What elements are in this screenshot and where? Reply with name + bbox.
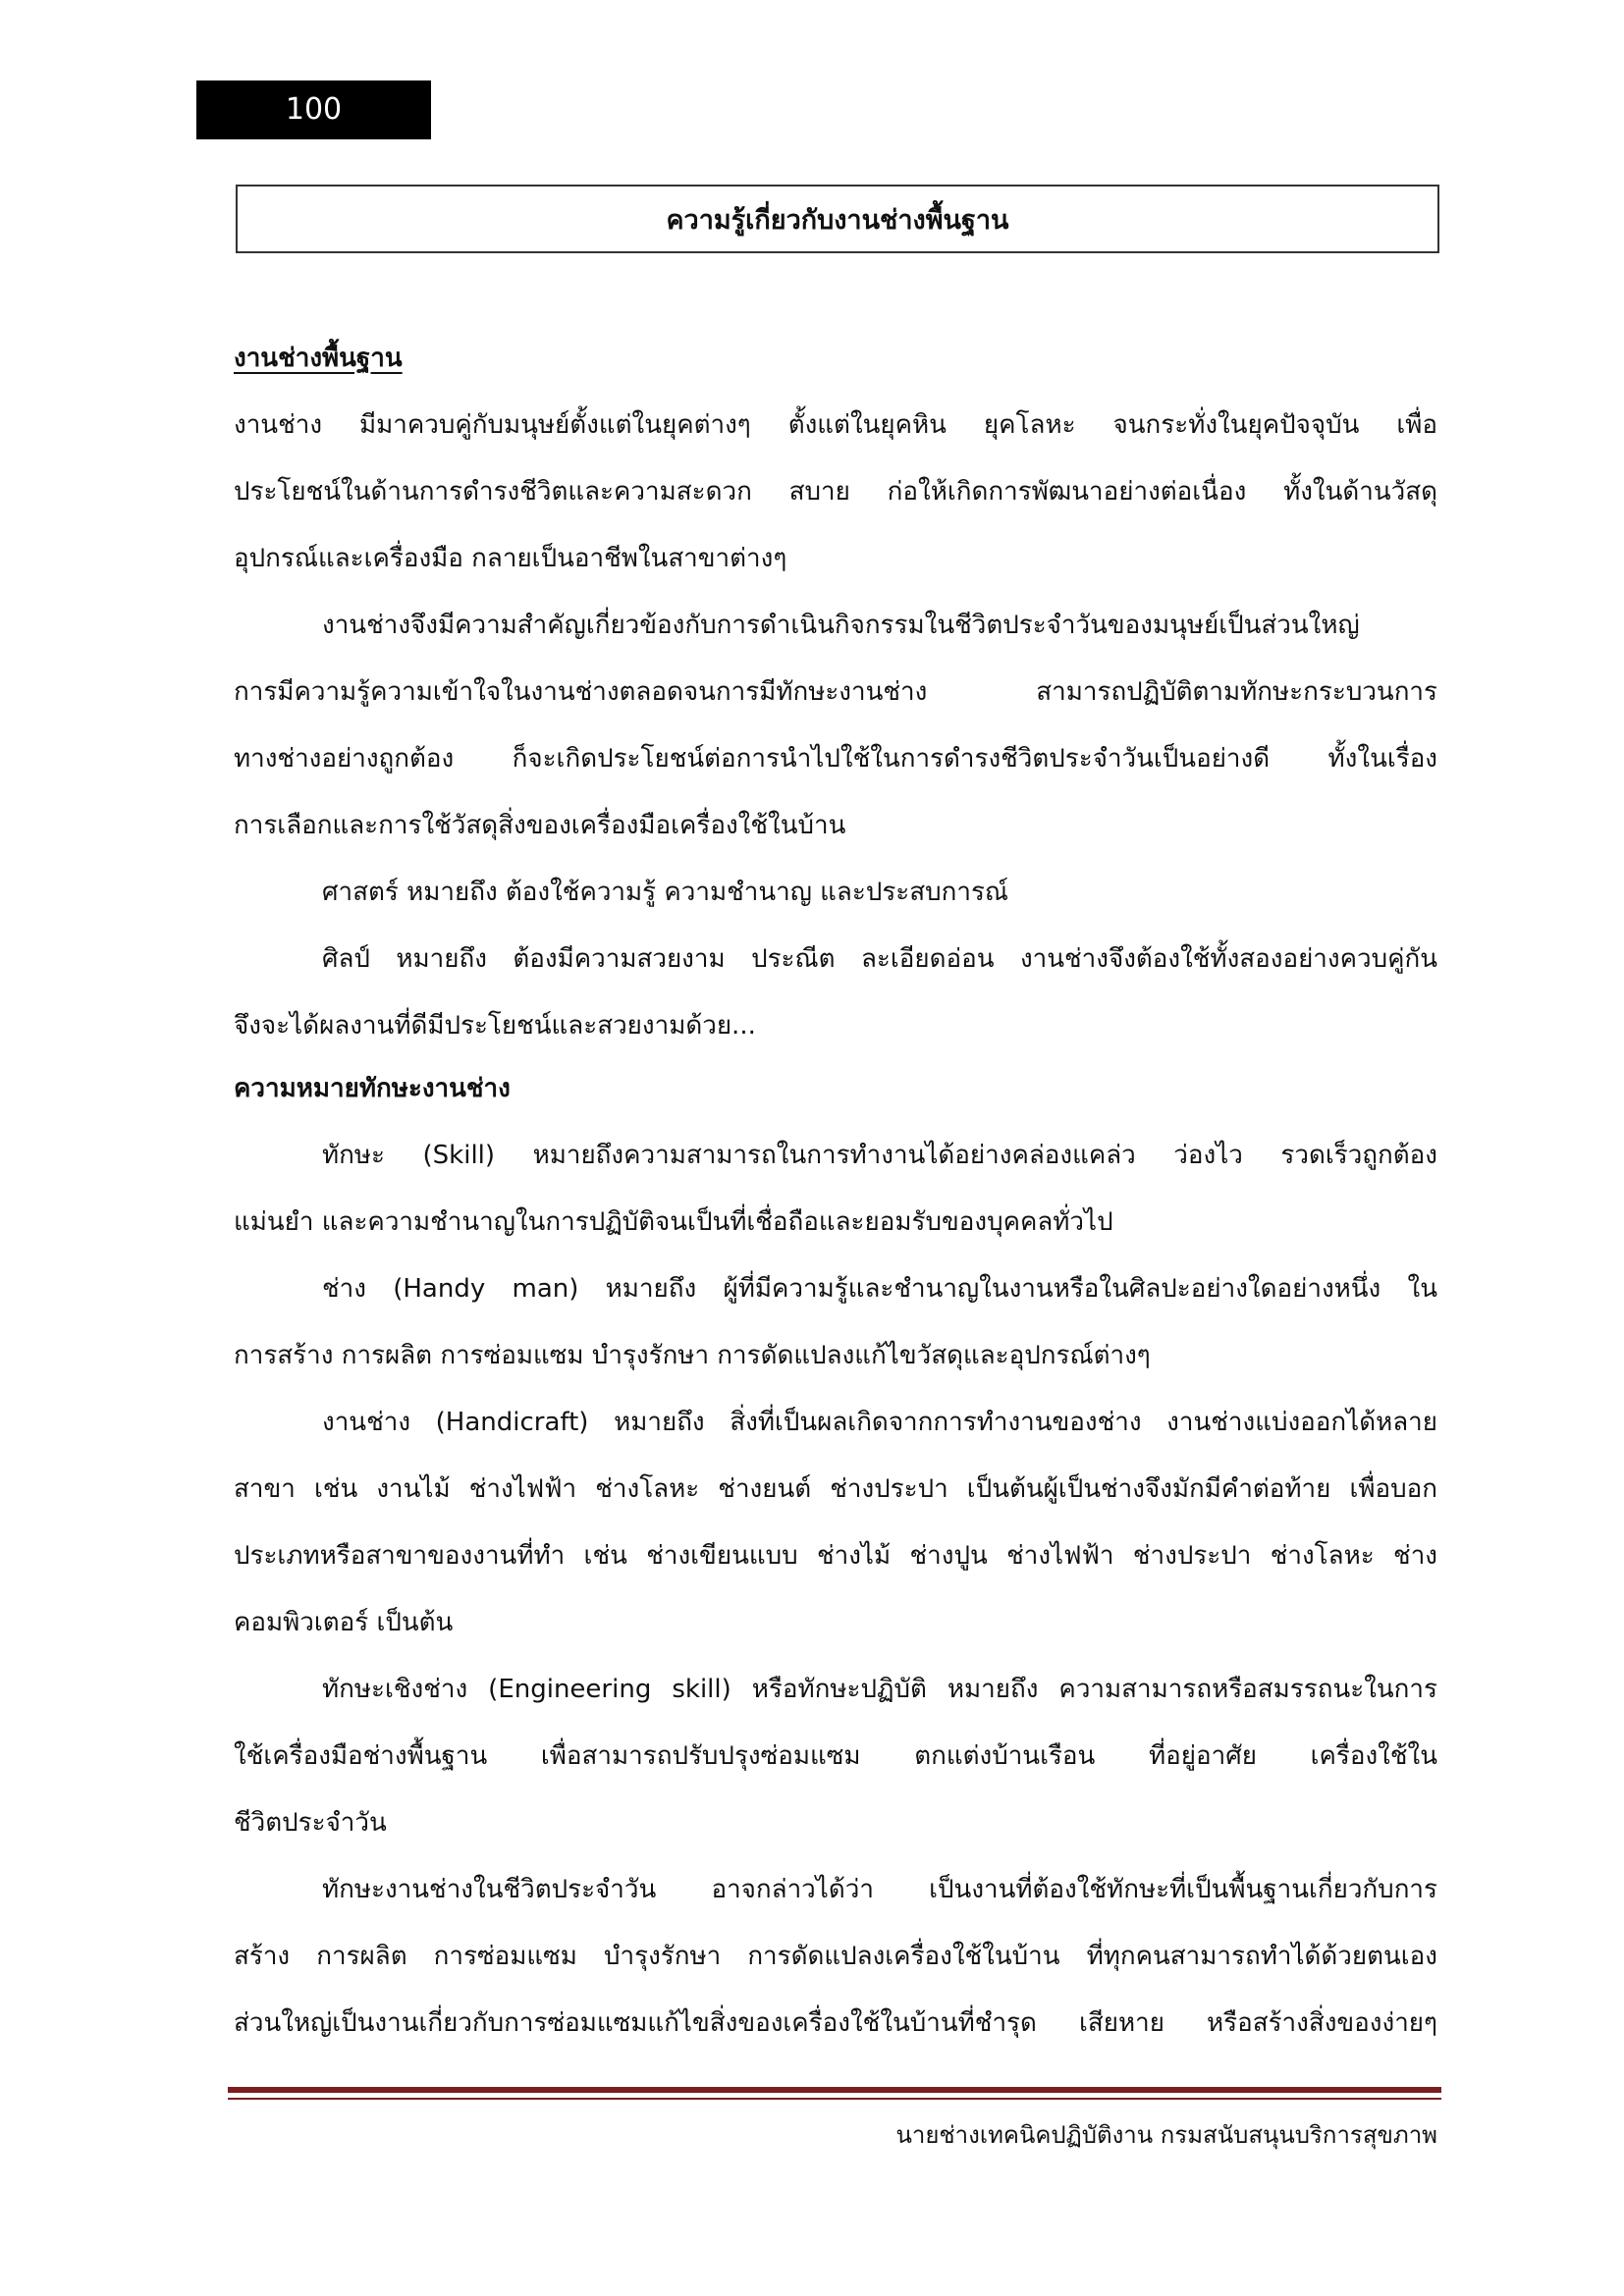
section-heading-skill-meaning: ความหมายทักษะงานช่าง xyxy=(234,1074,511,1103)
paragraph-line: ใช้เครื่องมือช่างพื้นฐาน เพื่อสามารถปรับปรุงซ่อมแซม ตกแต่งบ้านเรือน ที่อยู่อาศัย เครื่องใช้ใน xyxy=(234,1741,1437,1771)
paragraph-line: อุปกรณ์และเครื่องมือ กลายเป็นอาชีพในสาขาต่างๆ xyxy=(234,544,787,573)
paragraph-line: คอมพิวเตอร์ เป็นต้น xyxy=(234,1608,454,1637)
paragraph-line: งานช่าง มีมาควบคู่กับมนุษย์ตั้งแต่ในยุคต่างๆ ตั้งแต่ในยุคหิน ยุคโลหะ จนกระทั่งในยุคปัจจุบัน เพื่อ xyxy=(234,410,1437,440)
paragraph-line: ทักษะเชิงช่าง (Engineering skill) หรือทักษะปฏิบัติ หมายถึง ความสามารถหรือสมรรถนะในการ xyxy=(322,1675,1437,1704)
paragraph-line: ประเภทหรือสาขาของงานที่ทำ เช่น ช่างเขียนแบบ ช่างไม้ ช่างปูน ช่างไฟฟ้า ช่างประปา ช่างโลหะ ช่าง xyxy=(234,1541,1437,1571)
paragraph-line: สาขา เช่น งานไม้ ช่างไฟฟ้า ช่างโลหะ ช่างยนต์ ช่างประปา เป็นต้นผู้เป็นช่างจึงมักมีคำต่อท้าย เพื่อบอก xyxy=(234,1474,1437,1504)
paragraph-line: ส่วนใหญ่เป็นงานเกี่ยวกับการซ่อมแซมแก้ไขสิ่งของเครื่องใช้ในบ้านที่ชำรุด เสียหาย หรือสร้างสิ่งของง่ายๆ xyxy=(234,2008,1437,2038)
paragraph-line: งานช่างจึงมีความสำคัญเกี่ยวข้องกับการดำเนินกิจกรรมในชีวิตประจำวันของมนุษย์เป็นส่วนใหญ่ xyxy=(322,611,1360,640)
paragraph-line: งานช่าง (Handicraft) หมายถึง สิ่งที่เป็นผลเกิดจากการทำงานของช่าง งานช่างแบ่งออกได้หลาย xyxy=(322,1408,1437,1437)
paragraph-line: แม่นยำ และความชำนาญในการปฏิบัติจนเป็นที่เชื่อถือและยอมรับของบุคคลทั่วไป xyxy=(234,1207,1113,1237)
paragraph-line: การมีความรู้ความเข้าใจในงานช่างตลอดจนการมีทักษะงานช่าง สามารถปฏิบัติตามทักษะกระบวนการ xyxy=(234,677,1437,707)
title-box xyxy=(236,185,1439,253)
paragraph-line: ศิลป์ หมายถึง ต้องมีความสวยงาม ประณีต ละเอียดอ่อน งานช่างจึงต้องใช้ทั้งสองอย่างควบคู่กัน xyxy=(322,944,1437,974)
footer-divider-thick xyxy=(228,2087,1441,2093)
paragraph-line: ช่าง (Handy man) หมายถึง ผู้ที่มีความรู้และชำนาญในงานหรือในศิลปะอย่างใดอย่างหนึ่ง ใน xyxy=(322,1274,1437,1304)
page-title: ความรู้เกี่ยวกับงานช่างพื้นฐาน xyxy=(666,204,1009,236)
paragraph-line: ศาสตร์ หมายถึง ต้องใช้ความรู้ ความชำนาญ และประสบการณ์ xyxy=(322,878,1009,907)
paragraph-line: ชีวิตประจำวัน xyxy=(234,1808,387,1838)
paragraph-line: ทักษะ (Skill) หมายถึงความสามารถในการทำงานได้อย่างคล่องแคล่ว ว่องไว รวดเร็วถูกต้อง xyxy=(322,1141,1437,1170)
footer-department: นายช่างเทคนิคปฏิบัติงาน กรมสนับสนุนบริการสุขภาพ xyxy=(895,2121,1437,2149)
paragraph-line: การสร้าง การผลิต การซ่อมแซม บำรุงรักษา การดัดแปลงแก้ไขวัสดุและอุปกรณ์ต่างๆ xyxy=(234,1341,1151,1370)
section-heading-basic-craft: งานช่างพื้นฐาน xyxy=(234,344,403,373)
page-number: 100 xyxy=(196,80,431,139)
paragraph-line: ทักษะงานช่างในชีวิตประจำวัน อาจกล่าวได้ว่า เป็นงานที่ต้องใช้ทักษะที่เป็นพื้นฐานเกี่ยวกับการ xyxy=(322,1875,1437,1904)
paragraph-line: การเลือกและการใช้วัสดุสิ่งของเครื่องมือเครื่องใช้ในบ้าน xyxy=(234,811,846,840)
paragraph-line: ทางช่างอย่างถูกต้อง ก็จะเกิดประโยชน์ต่อการนำไปใช้ในการดำรงชีวิตประจำวันเป็นอย่างดี ทั้งในเรื่อง xyxy=(234,744,1437,774)
paragraph-line: สร้าง การผลิต การซ่อมแซม บำรุงรักษา การดัดแปลงเครื่องใช้ในบ้าน ที่ทุกคนสามารถทำได้ด้วยตนเอง xyxy=(234,1942,1437,1971)
footer-divider-thin xyxy=(228,2098,1441,2100)
paragraph-line: ประโยชน์ในด้านการดำรงชีวิตและความสะดวก สบาย ก่อให้เกิดการพัฒนาอย่างต่อเนื่อง ทั้งในด้านวัสดุ xyxy=(234,477,1437,507)
paragraph-line: จึงจะได้ผลงานที่ดีมีประโยชน์และสวยงามด้วย... xyxy=(234,1011,756,1041)
